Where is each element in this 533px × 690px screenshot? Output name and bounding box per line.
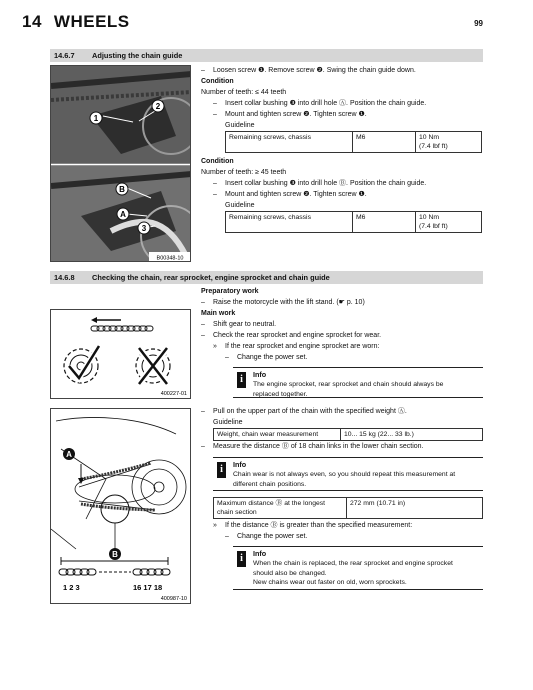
chain-check-instructions-mid: – Pull on the upper part of the chain with the specified weight Ⓐ. Guideline [201, 406, 486, 428]
callout-3 [138, 222, 150, 234]
info-text: Chain wear is not always even, so you should repeat this measurement at different chain positions. [233, 471, 456, 488]
step-change-power-set: Change the power set. [237, 354, 308, 361]
section-header-chain-check [50, 271, 483, 284]
chain-check-instructions-top: Preparatory work – Raise the motorcycle with the lift stand. (☛ p. 10) Main work – Shift gear to neutral. – Check the rear sprocket and engine sprocket for wear. » If the rear sprocket and engine sprocket are worn: – Change the power set. [201, 286, 486, 363]
step-mount-screws: Mount and tighten screw ❷. Tighten screw ❶. [225, 191, 367, 198]
step-pull-chain: Pull on the upper part of the chain with the specified weight Ⓐ. [213, 408, 407, 415]
chapter-title: WHEELS [53, 12, 130, 31]
info-icon: i [217, 462, 226, 478]
svg-text:A: A [66, 450, 72, 459]
step-check-sprockets: Check the rear sprocket and engine sprocket for wear. [213, 332, 382, 339]
svg-text:B: B [119, 185, 125, 194]
svg-text:A: A [120, 210, 126, 219]
step-change-power-set: Change the power set. [237, 533, 308, 540]
svg-text:2: 2 [155, 102, 161, 111]
sprocket-wear-illustration [51, 310, 190, 398]
weight-table [213, 428, 483, 441]
chain-guide-photo [50, 65, 191, 262]
page-number: 99 [474, 19, 483, 28]
torque-table-1 [225, 131, 482, 153]
callout-b [116, 183, 128, 195]
step-insert-bushing: Insert collar bushing ❸ into drill hole Ⓑ. Position the chain guide. [225, 180, 427, 187]
table-cell: 10... 15 kg (22... 33 lb.) [341, 429, 483, 441]
callout-a [117, 208, 129, 220]
chain-icon [91, 317, 153, 331]
link-numbers-end: 16 17 18 [133, 583, 163, 592]
preparatory-heading: Preparatory work [201, 288, 259, 295]
section-number: 14.6.7 [54, 51, 75, 60]
callout-1 [90, 112, 102, 124]
figure-code: 400227-01 [160, 391, 187, 397]
info-title: Info [253, 370, 267, 379]
condition-text: Number of teeth: ≤ 44 teeth [201, 89, 287, 96]
chain-guide-instructions: – Loosen screw ❶. Remove screw ❷. Swing the chain guide down. Condition Number of teeth: ≤ 44 teeth – Insert collar bushing ❸ into drill hole Ⓐ. Position the chain guide. – Mount and tighten screw ❷. Tighten screw ❶. Guideline Remaining screws, chassis M6 10 Nm (7.4 lbf ft) Condition Number of teeth: ≥ 45 teeth – Insert collar bushing ❸ into drill hole Ⓑ. Position the chain guide. – Mount and tighten screw ❷. Tighten screw ❶. Guideline Remaining screws, chassis M6 10 Nm (7.4 lbf ft) [201, 65, 486, 233]
table-cell: Remaining screws, chassis [226, 132, 353, 153]
info-title: Info [233, 460, 247, 469]
chain-measure-figure [50, 408, 191, 604]
condition-distance: If the distance Ⓑ is greater than the specified measurement: [225, 522, 413, 529]
good-sprocket-icon [64, 346, 99, 383]
table-cell: Weight, chain wear measurement [214, 429, 341, 441]
step-lift-stand: Raise the motorcycle with the lift stand. (☛ p. 10) [213, 299, 365, 306]
table-cell: Maximum distance Ⓑ at the longest [217, 500, 326, 507]
condition-worn: If the rear sprocket and engine sprocket are worn: [225, 343, 380, 350]
table-cell: (7.4 lbf ft) [419, 143, 448, 150]
chain-guide-illustration [51, 66, 191, 262]
guideline-label: Guideline [213, 419, 243, 426]
guideline-label: Guideline [225, 202, 255, 209]
table-cell: 10 Nm [419, 134, 440, 141]
figure-code: B00348-10 [156, 255, 184, 262]
callout-2 [152, 100, 164, 112]
figure-code: 400987-10 [160, 596, 187, 602]
table-cell: chain section [217, 509, 257, 516]
guideline-label: Guideline [225, 122, 255, 129]
info-title: Info [253, 549, 267, 558]
info-icon: i [237, 551, 246, 567]
condition-heading: Condition [201, 158, 234, 165]
chain-check-measure: – Measure the distance Ⓑ of 18 chain links in the lower chain section. [201, 443, 424, 450]
condition-heading: Condition [201, 78, 234, 85]
svg-text:1: 1 [93, 114, 99, 123]
info-text: The engine sprocket, rear sprocket and chain should always be replaced together. [253, 381, 444, 398]
chapter-number: 14 [22, 12, 42, 31]
torque-table-2 [225, 211, 482, 233]
link-numbers-start: 1 2 3 [63, 583, 80, 592]
callout-a [63, 448, 75, 460]
section-title: Adjusting the chain guide [92, 51, 183, 60]
section-title: Checking the chain, rear sprocket, engine sprocket and chain guide [92, 273, 330, 282]
worn-sprocket-icon [136, 348, 170, 384]
section-header-chain-guide [50, 49, 483, 62]
table-cell: 10 Nm [419, 214, 440, 221]
callout-b [109, 548, 121, 560]
step-insert-bushing: Insert collar bushing ❸ into drill hole Ⓐ. Position the chain guide. [225, 100, 427, 107]
sprocket-wear-figure [50, 309, 191, 399]
info-box-replacement [233, 546, 483, 590]
table-cell: (7.4 lbf ft) [419, 223, 448, 230]
info-text: When the chain is replaced, the rear sprocket and engine sprocket should also be changed. New chains wear out faster on old, worn sprockets. [253, 560, 453, 586]
info-box-sprocket [233, 367, 483, 398]
condition-text: Number of teeth: ≥ 45 teeth [201, 169, 287, 176]
svg-text:B: B [112, 550, 118, 559]
max-distance-table [213, 497, 483, 519]
chain-check-instructions-bottom: » If the distance Ⓑ is greater than the specified measurement: – Change the power set. [213, 522, 413, 540]
info-icon: i [237, 372, 246, 388]
section-number: 14.6.8 [54, 273, 75, 282]
step-neutral: Shift gear to neutral. [213, 321, 277, 328]
svg-text:3: 3 [141, 224, 147, 233]
step-loosen-screw: Loosen screw ❶. Remove screw ❷. Swing the chain guide down. [213, 67, 416, 74]
info-box-chain-wear [213, 457, 483, 491]
step-measure-distance: Measure the distance Ⓑ of 18 chain links in the lower chain section. [213, 443, 424, 450]
table-cell: Remaining screws, chassis [226, 212, 353, 233]
chapter-heading [22, 12, 130, 32]
main-work-heading: Main work [201, 310, 236, 317]
table-cell: 272 mm (10.71 in) [347, 498, 483, 519]
table-cell: M6 [353, 212, 416, 233]
table-cell: M6 [353, 132, 416, 153]
chain-measure-illustration [51, 409, 190, 603]
step-mount-screws: Mount and tighten screw ❷. Tighten screw ❶. [225, 111, 367, 118]
